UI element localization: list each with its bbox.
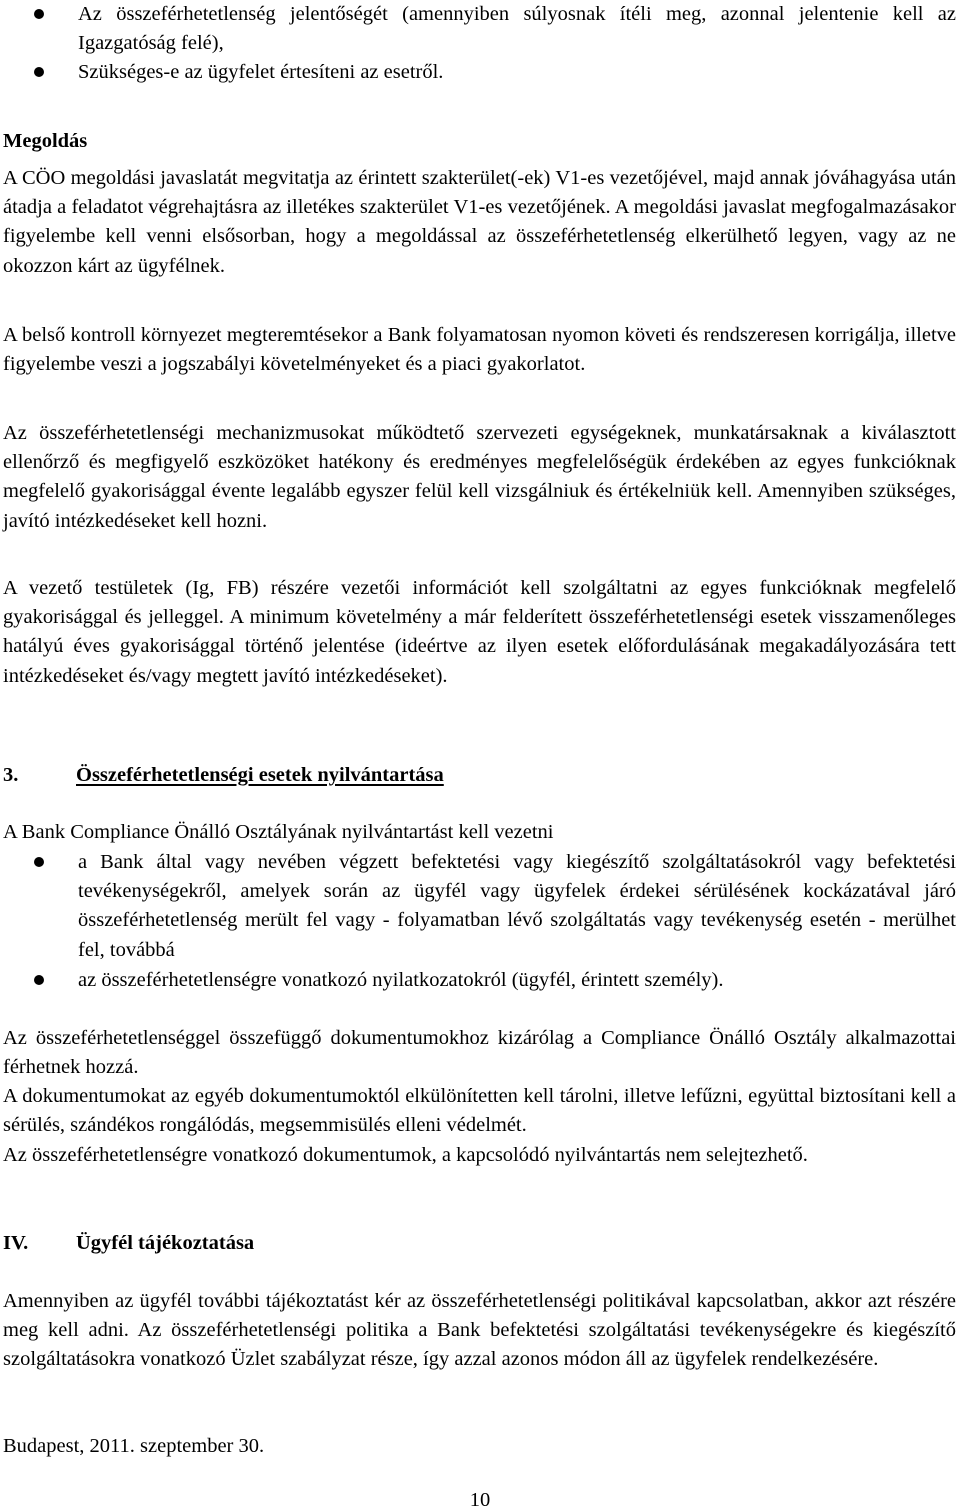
bullet-text: a Bank által vagy nevében végzett befektetési vagy kiegészítő szolgáltatásokról vagy befektetési tevékenységekről, amelyek során az ügyfél vagy ügyfelek érdekei sérülésének kockázatával járó összeférhetetlenség merült fel vagy - folyamatban lévő szolgáltatás vagy tevékenység esetén - merülhet fel, továbbá: [78, 851, 956, 961]
bullet-text: Szükséges-e az ügyfelet értesíteni az esetről.: [78, 61, 444, 83]
megoldas-paragraph: A CÖO megoldási javaslatát megvitatja az érintett szakterület(-ek) V1-es vezetőjével, majd annak jóváhagyása után átadja a feladatot végrehajtásra az illetékes szakterület V1-es vezetőjének. A megoldási javaslat megfogalmazásakor figyelembe kell venni elsősorban, hogy a megoldással az összeférhetetlenség elkerülhető legyen, vagy az ne okozzon kárt az ügyfélnek.: [3, 167, 956, 277]
bullet-text: az összeférhetetlenségre vonatkozó nyilatkozatokról (ügyfél, érintett személy).: [78, 969, 724, 991]
megoldas-heading: Megoldás: [3, 130, 88, 152]
page-number: 10: [469, 1489, 491, 1511]
megoldas-paragraph: A belső kontroll környezet megteremtésekor a Bank folyamatosan nyomon követi és rendszeresen korrigálja, illetve figyelembe veszi a jogszabályi követelményeket és a piaci gyakorlatot.: [3, 324, 956, 376]
section-title: Összeférhetetlenségi esetek nyilvántartása: [76, 764, 444, 786]
section-number: IV.: [3, 1232, 29, 1254]
section-4-paragraph: Amennyiben az ügyfél további tájékoztatást kér az összeférhetetlenségi politikával kapcsolatban, akkor azt részére meg kell adni. Az összeférhetetlenségi politika a Bank befektetési szolgáltatási tevékenységekre és kiegészítő szolgáltatásokra vonatkozó Üzlet szabályzat része, így azzal azonos módon áll az ügyfelek rendelkezésére.: [3, 1290, 956, 1371]
section-3-paragraph: Az összeférhetetlenségre vonatkozó dokumentumok, a kapcsolódó nyilvántartás nem selejtezhető.: [3, 1144, 808, 1166]
section-title: Ügyfél tájékoztatása: [76, 1232, 255, 1254]
megoldas-paragraph: Az összeférhetetlenségi mechanizmusokat működtető szervezeti egységeknek, munkatársaknak a kiválasztott ellenőrző és megfigyelő eszközöket hatékony és eredményes megfelelőségük érdekében az egyes funkcióknak megfelelő gyakorisággal évente legalább egyszer felül kell vizsgálniuk és értékelniük kell. Amennyiben szükséges, javító intézkedéseket kell hozni.: [3, 422, 956, 532]
section-3-paragraph: Az összeférhetetlenséggel összefüggő dokumentumokhoz kizárólag a Compliance Önálló Osztály alkalmazottai férhetnek hozzá.: [3, 1027, 956, 1079]
bullet-text: Az összeférhetetlenség jelentőségét (amennyiben súlyosnak ítéli meg, azonnal jelentenie kell az Igazgatóság felé),: [78, 3, 956, 55]
bullet-icon: [34, 9, 44, 19]
section-3-paragraph: A dokumentumokat az egyéb dokumentumoktól elkülönítetten kell tárolni, illetve lefűzni, együttal biztosítani kell a sérülés, szándékos rongálódás, megsemmisülés elleni védelmét.: [3, 1085, 956, 1137]
bullet-icon: [34, 857, 44, 867]
section-4-heading: [0, 1229, 958, 1258]
section-3-intro: A Bank Compliance Önálló Osztályának nyilvántartást kell vezetni: [3, 821, 554, 843]
megoldas-paragraph: A vezető testületek (Ig, FB) részére vezetői információt kell szolgáltatni az egyes funkcióknak megfelelő gyakorisággal és jelleggel. A minimum követelmény a már felderített összeférhetetlenségi esetek visszamenőleges hatályú éves gyakorisággal történő jelentése (ideértve az ilyen esetek előfordulásának megakadályozására tett intézkedéseket és/vagy megtett javító intézkedéseket).: [3, 577, 956, 687]
section-3-heading: [0, 761, 958, 790]
bullet-icon: [34, 67, 44, 77]
bullet-icon: [34, 975, 44, 985]
section-number: 3.: [3, 764, 19, 786]
closing-date: Budapest, 2011. szeptember 30.: [3, 1435, 265, 1457]
